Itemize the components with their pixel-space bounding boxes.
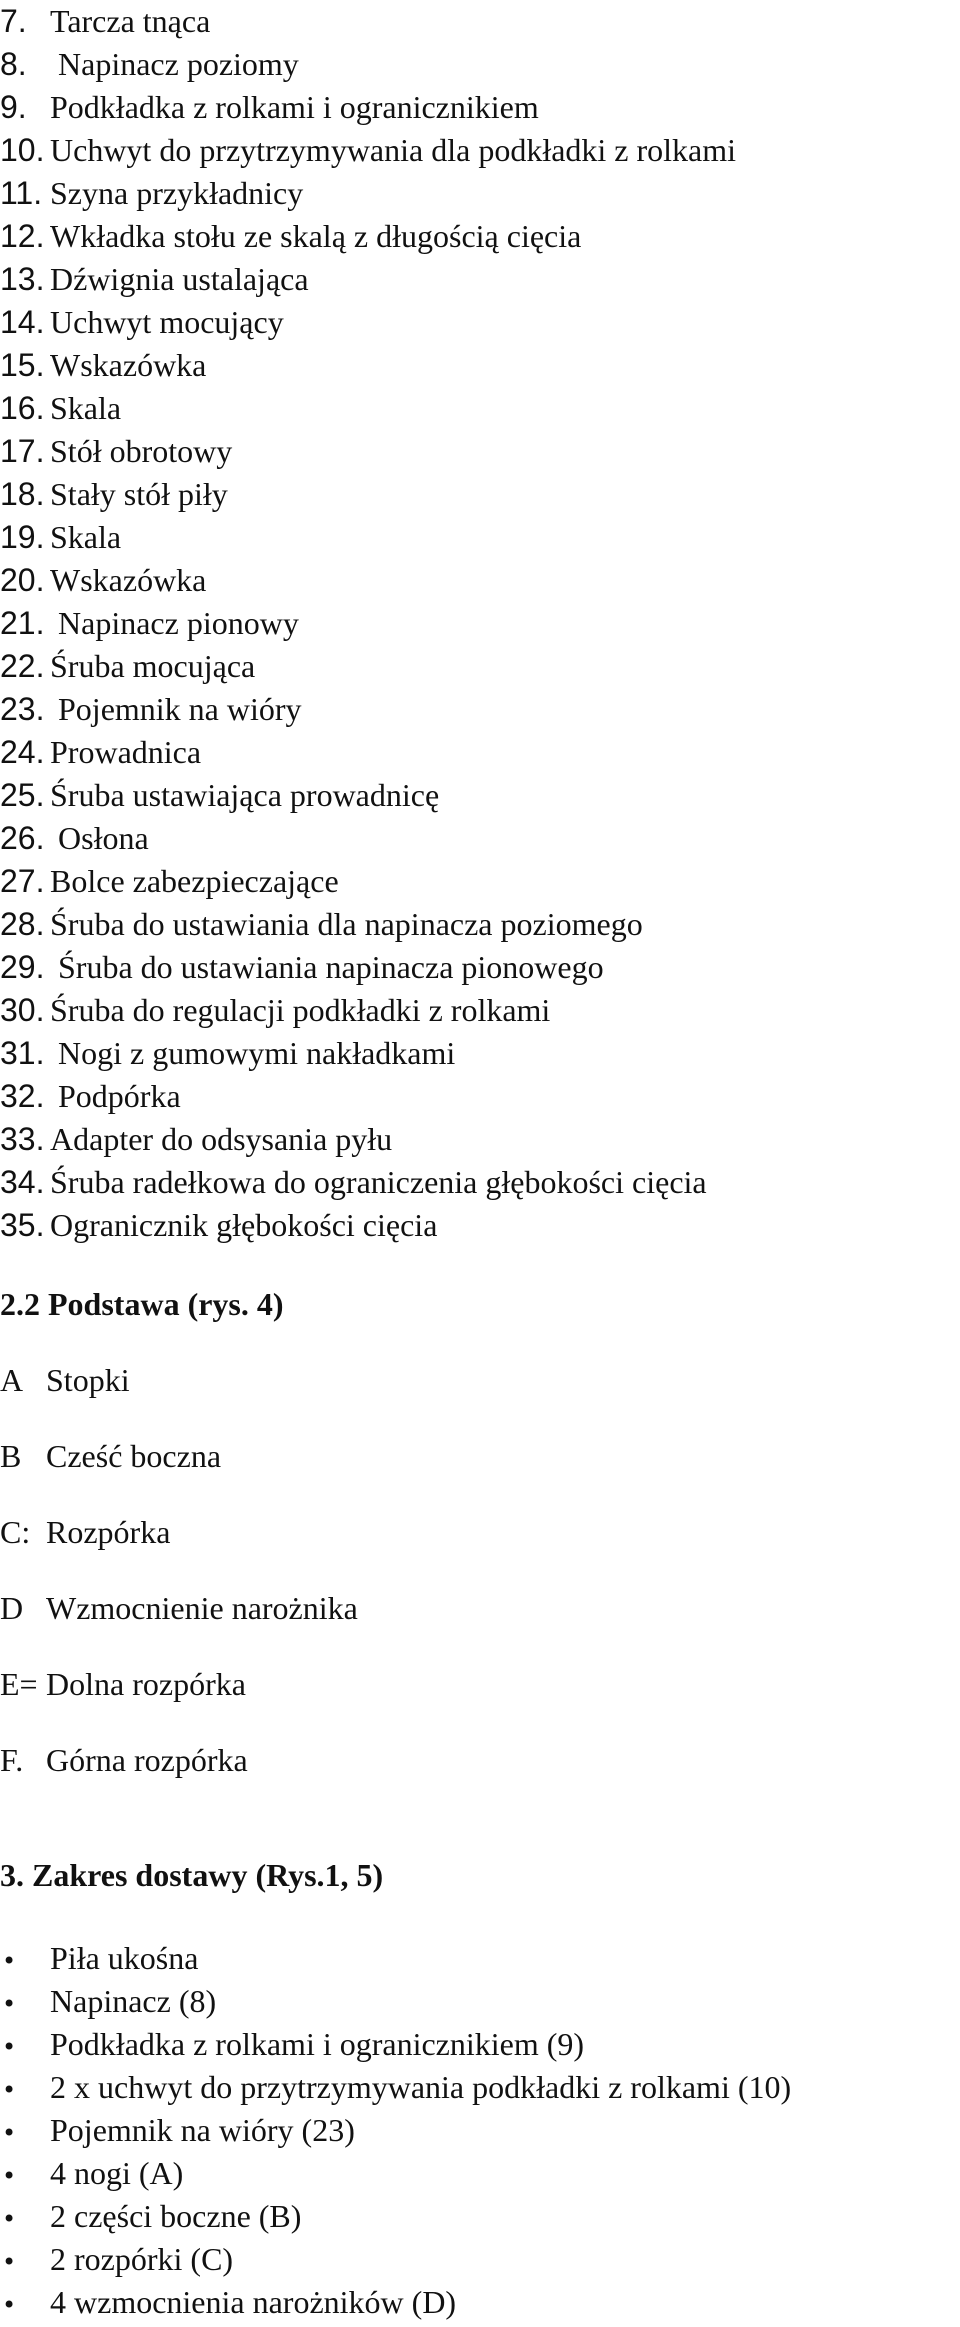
item-text: Napinacz poziomy	[50, 46, 299, 82]
list-item	[0, 774, 736, 817]
item-number: 24.	[0, 734, 45, 770]
bullet-item	[0, 2109, 791, 2152]
legend-text: Wzmocnienie narożnika	[46, 1590, 358, 1626]
item-number: 23.	[0, 691, 45, 727]
item-text: Uchwyt mocujący	[50, 304, 284, 340]
list-item	[0, 903, 736, 946]
item-text: Skala	[50, 390, 122, 426]
item-text: Śruba mocująca	[50, 648, 256, 684]
parts-list	[0, 0, 736, 1247]
item-number: 15.	[0, 347, 45, 383]
list-item	[0, 430, 736, 473]
list-item	[0, 516, 736, 559]
item-text: Wskazówka	[50, 347, 207, 383]
list-item	[0, 86, 736, 129]
legend-text: Rozpórka	[46, 1514, 171, 1550]
list-item	[0, 258, 736, 301]
legend-item	[0, 1512, 358, 1588]
item-number: 34.	[0, 1164, 45, 1200]
list-item	[0, 1204, 736, 1247]
list-item	[0, 989, 736, 1032]
bullet-icon: •	[2, 2076, 17, 2104]
item-text: Stół obrotowy	[50, 433, 233, 469]
bullet-icon: •	[2, 2291, 17, 2319]
item-number: 26.	[0, 820, 45, 856]
legend-item	[0, 1664, 358, 1740]
bullet-icon: •	[2, 2119, 17, 2147]
list-item	[0, 301, 736, 344]
item-text: Adapter do odsysania pyłu	[50, 1121, 393, 1157]
item-number: 22.	[0, 648, 45, 684]
bullet-icon: •	[2, 2033, 17, 2061]
legend-key: C:	[0, 1514, 31, 1550]
bullet-text: 2 części boczne (B)	[50, 2198, 302, 2234]
list-item	[0, 688, 736, 731]
item-text: Śruba radełkowa do ograniczenia głębokości cięcia	[50, 1164, 707, 1200]
item-text: Bolce zabezpieczające	[50, 863, 339, 899]
item-text: Wkładka stołu ze skalą z długością cięcia	[50, 218, 582, 254]
item-number: 33.	[0, 1121, 45, 1157]
item-text: Dźwignia ustalająca	[50, 261, 309, 297]
list-item	[0, 645, 736, 688]
list-item	[0, 0, 736, 43]
bullet-text: Napinacz (8)	[50, 1983, 217, 2019]
item-number: 32.	[0, 1078, 45, 1114]
bullet-icon: •	[2, 2248, 17, 2276]
legend-item	[0, 1588, 358, 1664]
bullet-item	[0, 2066, 791, 2109]
list-item	[0, 1075, 736, 1118]
item-number: 18.	[0, 476, 45, 512]
item-text: Wskazówka	[50, 562, 207, 598]
item-number: 31.	[0, 1035, 45, 1071]
item-text: Stały stół piły	[50, 476, 228, 512]
item-text: Prowadnica	[50, 734, 202, 770]
item-number: 29.	[0, 949, 45, 985]
legend-text: Stopki	[46, 1362, 130, 1398]
bullet-text: Podkładka z rolkami i ogranicznikiem (9)	[50, 2026, 585, 2062]
list-item	[0, 946, 736, 989]
bullet-item	[0, 2023, 791, 2066]
bullet-item	[0, 1937, 791, 1980]
item-text: Tarcza tnąca	[50, 3, 211, 39]
bullet-icon: •	[2, 2162, 17, 2190]
item-number: 28.	[0, 906, 45, 942]
list-item	[0, 473, 736, 516]
bullet-item	[0, 2281, 791, 2324]
item-number: 25.	[0, 777, 45, 813]
legend-key: D	[0, 1590, 24, 1626]
bullet-text: 4 wzmocnienia narożników (D)	[50, 2284, 457, 2320]
item-number: 7.	[0, 3, 27, 39]
delivery-scope-list	[0, 1937, 791, 2324]
bullet-icon: •	[2, 1990, 17, 2018]
bullet-item	[0, 2238, 791, 2281]
item-number: 10.	[0, 132, 45, 168]
bullet-icon: •	[2, 1947, 17, 1975]
legend-key: E=	[0, 1666, 38, 1702]
item-text: Pojemnik na wióry	[50, 691, 302, 727]
legend-item	[0, 1740, 358, 1816]
list-item	[0, 817, 736, 860]
item-number: 17.	[0, 433, 45, 469]
item-number: 16.	[0, 390, 45, 426]
item-text: Śruba ustawiająca prowadnicę	[50, 777, 440, 813]
legend-key: F.	[0, 1742, 24, 1778]
bullet-text: Pojemnik na wióry (23)	[50, 2112, 355, 2148]
list-item	[0, 1118, 736, 1161]
list-item	[0, 129, 736, 172]
item-text: Śruba do regulacji podkładki z rolkami	[50, 992, 551, 1028]
list-item	[0, 215, 736, 258]
list-item	[0, 172, 736, 215]
item-text: Podkładka z rolkami i ogranicznikiem	[50, 89, 539, 125]
list-item	[0, 559, 736, 602]
section-heading: 3. Zakres dostawy (Rys.1, 5)	[0, 1857, 384, 1893]
item-number: 27.	[0, 863, 45, 899]
list-item	[0, 602, 736, 645]
list-item	[0, 344, 736, 387]
legend-list	[0, 1360, 358, 1816]
legend-text: Cześć boczna	[46, 1438, 222, 1474]
bullet-text: 2 rozpórki (C)	[50, 2241, 234, 2277]
legend-key: A	[0, 1362, 24, 1398]
section-heading: 2.2 Podstawa (rys. 4)	[0, 1286, 284, 1322]
item-number: 14.	[0, 304, 45, 340]
item-number: 19.	[0, 519, 45, 555]
bullet-item	[0, 2152, 791, 2195]
item-text: Podpórka	[50, 1078, 181, 1114]
list-item	[0, 731, 736, 774]
item-text: Uchwyt do przytrzymywania dla podkładki z rolkami	[50, 132, 737, 168]
item-text: Osłona	[50, 820, 149, 856]
legend-key: B	[0, 1438, 22, 1474]
bullet-text: 4 nogi (A)	[50, 2155, 184, 2191]
item-number: 11.	[0, 175, 43, 211]
list-item	[0, 387, 736, 430]
item-number: 8.	[0, 46, 27, 82]
list-item	[0, 1161, 736, 1204]
bullet-item	[0, 1980, 791, 2023]
bullet-item	[0, 2195, 791, 2238]
item-number: 35.	[0, 1207, 45, 1243]
legend-item	[0, 1436, 358, 1512]
item-number: 9.	[0, 89, 27, 125]
item-text: Szyna przykładnicy	[50, 175, 304, 211]
bullet-text: Piła ukośna	[50, 1940, 199, 1976]
item-number: 20.	[0, 562, 45, 598]
bullet-text: 2 x uchwyt do przytrzymywania podkładki z rolkami (10)	[50, 2069, 792, 2105]
legend-item	[0, 1360, 358, 1436]
item-text: Ogranicznik głębokości cięcia	[50, 1207, 438, 1243]
list-item	[0, 860, 736, 903]
item-text: Śruba do ustawiania dla napinacza poziomego	[50, 906, 643, 942]
list-item	[0, 43, 736, 86]
item-number: 21.	[0, 605, 45, 641]
item-text: Skala	[50, 519, 122, 555]
item-number: 30.	[0, 992, 45, 1028]
legend-text: Górna rozpórka	[46, 1742, 248, 1778]
item-text: Śruba do ustawiania napinacza pionowego	[50, 949, 604, 985]
item-number: 12.	[0, 218, 45, 254]
item-text: Napinacz pionowy	[50, 605, 299, 641]
item-text: Nogi z gumowymi nakładkami	[50, 1035, 456, 1071]
item-number: 13.	[0, 261, 45, 297]
legend-text: Dolna rozpórka	[46, 1666, 246, 1702]
bullet-icon: •	[2, 2205, 17, 2233]
list-item	[0, 1032, 736, 1075]
